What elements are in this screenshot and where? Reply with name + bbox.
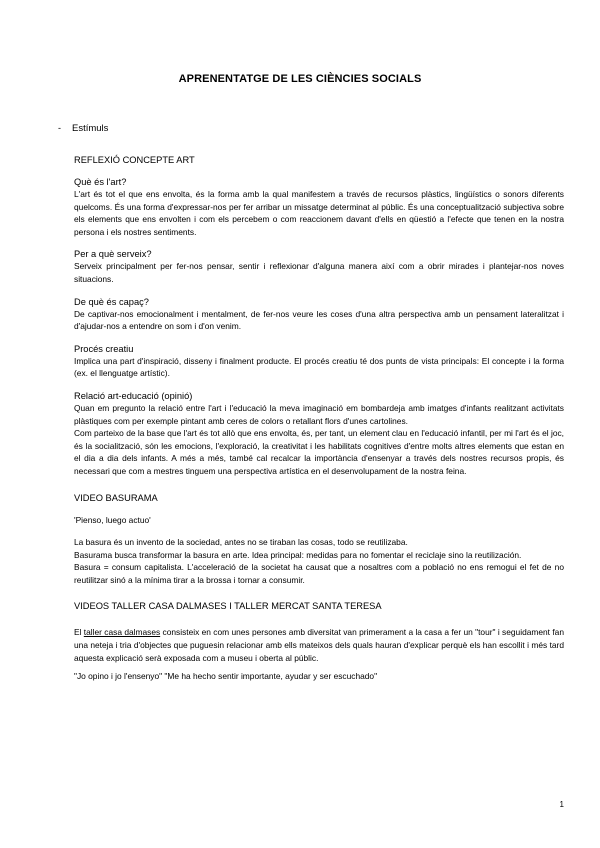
taller-quote: "Jo opino i jo l'ensenyo" "Me ha hecho sentir importante, ayudar y ser escuchado" [74, 671, 378, 682]
page-title: APRENENTATGE DE LES CIÈNCIES SOCIALS [178, 73, 422, 85]
bullet-dash: - [58, 123, 61, 133]
bullet-label: Estímuls [72, 123, 109, 134]
video-quote: 'Pienso, luego actuo' [74, 514, 151, 525]
section-heading-video: VIDEO BASURAMA [74, 492, 158, 503]
video-line-1: La basura és un invento de la sociedad, antes no se tiraban las cosas, todo se reutilizaba. [74, 537, 408, 548]
question-capable: De què és capaç? [74, 296, 149, 307]
answer-art-education-1: Quan em pregunto la relació entre l'art i l'educació la meva imaginació em bombardeja amb imatges d'infants realitzant activitats plàstiques com per exemple pintant amb ceres de colors o retallant flors d'unes cartolines. [74, 402, 564, 426]
section-heading-taller: VIDEOS TALLER CASA DALMASES I TALLER MERCAT SANTA TERESA [74, 601, 382, 612]
answer-capable: De captivar-nos emocionalment i mentalment, de fer-nos veure les coses d'una altra perspectiva amb un pensament lateralitzat i d'ajudar-nos a entendre on som i d'on venim. [74, 308, 564, 332]
question-creative-process: Procés creatiu [74, 343, 134, 354]
question-art: Què és l'art? [74, 177, 127, 187]
video-line-3: Basura = consum capitalista. L'acceleració de la societat ha causat que a nosaltres com a població no ens remogui el fet de no reutilitzar sinó a la mínima tirar a la brossa i tornar a consumir. [74, 562, 564, 585]
question-purpose: Per a què serveix? [74, 249, 152, 260]
taller-text-pre: El [74, 627, 84, 638]
taller-text-post: consisteix en com unes persones amb diversitat van primerament a la casa a fer un "tour" i seguidament fan una neteja i tria d'objectes que puguesin relacionar amb ells mateixos dels quals hauran d'explicar perquè els han escollit i més tard aquesta explicació serà exposada com a museu i oberta al públic. [74, 627, 564, 663]
page-number: 1 [559, 800, 564, 809]
video-line-2: Basurama busca transformar la basura en arte. Idea principal: medidas para no fomentar el reciclaje sino la reutilización. [74, 549, 522, 560]
taller-paragraph [74, 626, 564, 664]
question-art-education: Relació art-educació (opinió) [74, 390, 193, 401]
section-heading-reflexio: REFLEXIÓ CONCEPTE ART [74, 155, 195, 165]
answer-art-education-2: Com parteixo de la base que l'art és tot allò que ens envolta, és, per tant, un element clau en l'educació infantil, per mi l'art és el joc, és la socialització, són les emocions, l'exploració, la creativitat i les habilitats cognitives d'entre molts altres elements que estan en el dia a dia dels infants. A més a més, també cal recalcar la importància d'ensenyar a través dels nostres recursos propis, és necessari que com a mestres tinguem una perspectiva artística en el desenvolupament de la nostra feina. [74, 428, 564, 476]
answer-art: L'art és tot el que ens envolta, és la forma amb la qual manifestem a través de recursos plàstics, lingüístics o sonors diferents quelcoms. És una forma d'expressar-nos per fer arribar un missatge determinat al públic. És una conceptualització subjectiva sobre els elements que ens envolten i com els percebem o com reaccionem davant d'ells en qüestió a l'efecte que tenen en la nostra persona i els nostres sentiments. [74, 189, 564, 237]
answer-purpose: Serveix principalment per fer-nos pensar, sentir i reflexionar d'alguna manera així com a obrir mirades i plantejar-nos noves situacions. [74, 261, 564, 284]
document-body [74, 154, 564, 683]
answer-creative-process: Implica una part d'inspiració, disseny i finalment producte. El procés creatiu té dos punts de vista principals: El concepte i la forma (ex. el llenguatge artístic). [74, 355, 564, 379]
taller-link[interactable]: taller casa dalmases [83, 627, 161, 638]
